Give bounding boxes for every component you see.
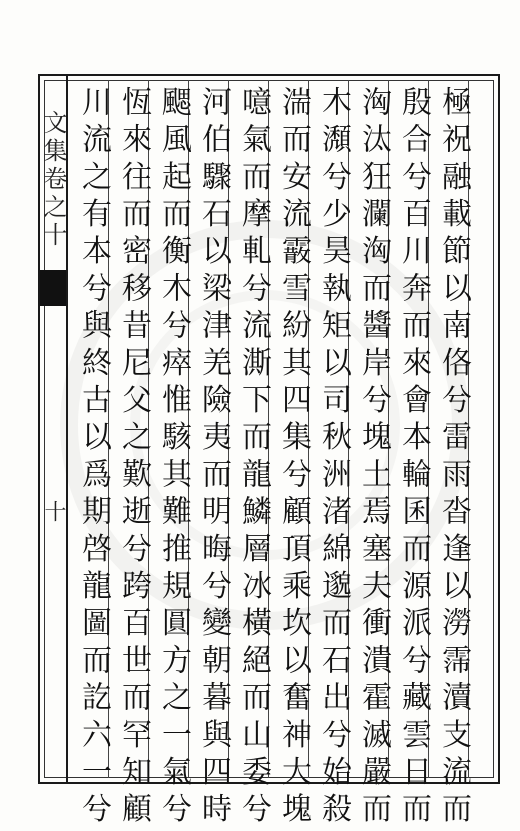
text-column-4: 木瀩兮少昊執矩以司秋洲渚綿邈而石出兮始殺 bbox=[316, 86, 351, 830]
text-column-2: 殷合兮百川奔而來會本輪囷而源派兮藏雲日而 bbox=[396, 86, 431, 830]
text-column-8: 颸風起而衡木兮瘁惟駭其難推規圓方之一氣兮 bbox=[156, 86, 191, 830]
text-column-7: 河伯驟石以梁津羌險夷而明晦兮變朝暮與四時 bbox=[196, 86, 231, 830]
text-column-10: 川流之有本兮與終古以爲期啓龍圖而訖六一兮 bbox=[76, 86, 111, 830]
margin-folio-number: 十 bbox=[41, 500, 66, 522]
text-column-1: 極祝融載節以南佫兮雷雨沓逢以澇霈瀆支流而 bbox=[436, 86, 471, 830]
fish-tail-mark bbox=[40, 270, 66, 306]
text-column-6: 噫氣而摩軋兮流澌下而龍鱗層冰橫絕而山委兮 bbox=[236, 86, 271, 830]
text-column-3: 洶汰狂瀾洶而醬岸兮塊土焉塞夫衝潰霍滅嚴而 bbox=[356, 86, 391, 830]
margin-volume-title: 文集卷之十 bbox=[39, 110, 67, 250]
text-column-5: 湍而安流霰雪紛其四集兮顧頂乘坎以奮神大塊 bbox=[276, 86, 311, 830]
text-column-9: 恆來往而密移昔尼父之歎逝兮跨百世而罕知顧 bbox=[116, 86, 151, 830]
